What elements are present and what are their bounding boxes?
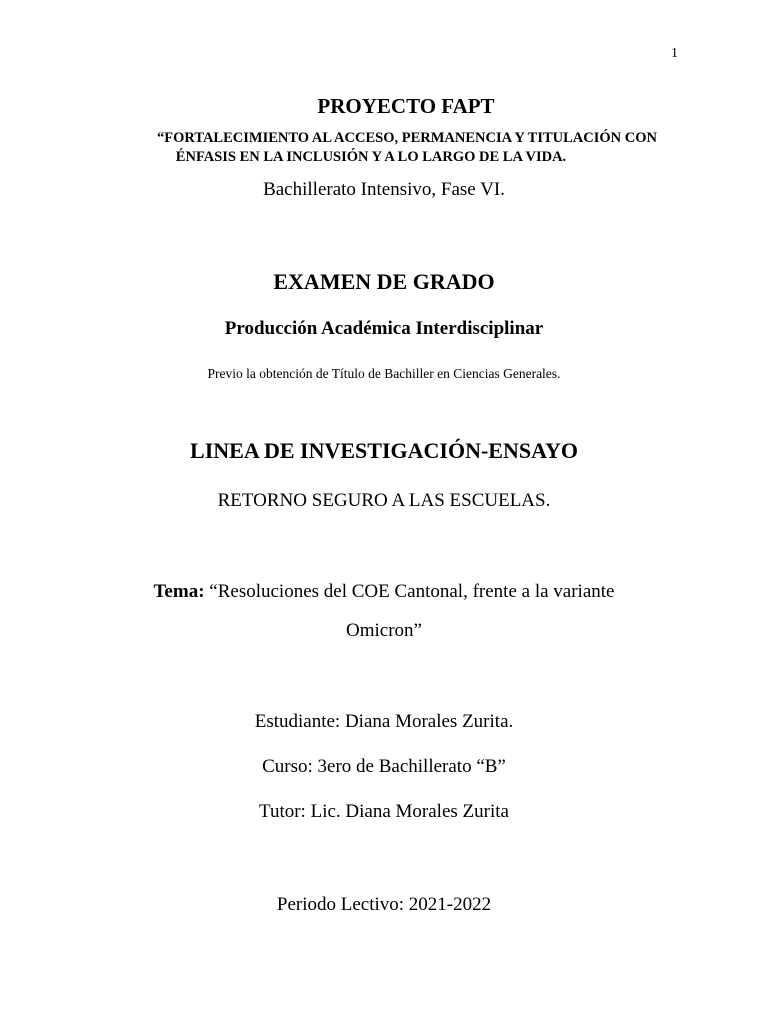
exam-note: Previo la obtención de Título de Bachiller en Ciencias Generales. <box>207 366 561 381</box>
student-line: Estudiante: Diana Morales Zurita. <box>254 711 514 732</box>
exam-subtitle: Producción Académica Interdisciplinar <box>224 318 544 339</box>
theme-text-line-2: Omicron” <box>346 620 422 641</box>
research-line-title: LINEA DE INVESTIGACIÓN-ENSAYO <box>190 438 578 463</box>
exam-title: EXAMEN DE GRADO <box>273 269 495 294</box>
theme-text-line-1: “Resoluciones del COE Cantonal, frente a la variante <box>204 581 615 602</box>
theme-line-1 <box>0 581 768 603</box>
course-line: Curso: 3ero de Bachillerato “B” <box>262 756 506 777</box>
tutor-line: Tutor: Lic. Diana Morales Zurita <box>259 801 509 822</box>
academic-period: Periodo Lectivo: 2021-2022 <box>276 894 492 915</box>
theme-label: Tema: <box>153 581 205 602</box>
research-topic: RETORNO SEGURO A LAS ESCUELAS. <box>217 490 551 511</box>
project-subtitle-line-2: ÉNFASIS EN LA INCLUSIÓN Y A LO LARGO DE LA VIDA. <box>175 149 567 165</box>
project-subtitle-line-1: “FORTALECIMIENTO AL ACCESO, PERMANENCIA Y TITULACIÓN CON <box>157 130 657 146</box>
program-name: Bachillerato Intensivo, Fase VI. <box>263 179 505 200</box>
page-number: 1 <box>671 46 678 61</box>
project-title: PROYECTO FAPT <box>317 94 495 118</box>
